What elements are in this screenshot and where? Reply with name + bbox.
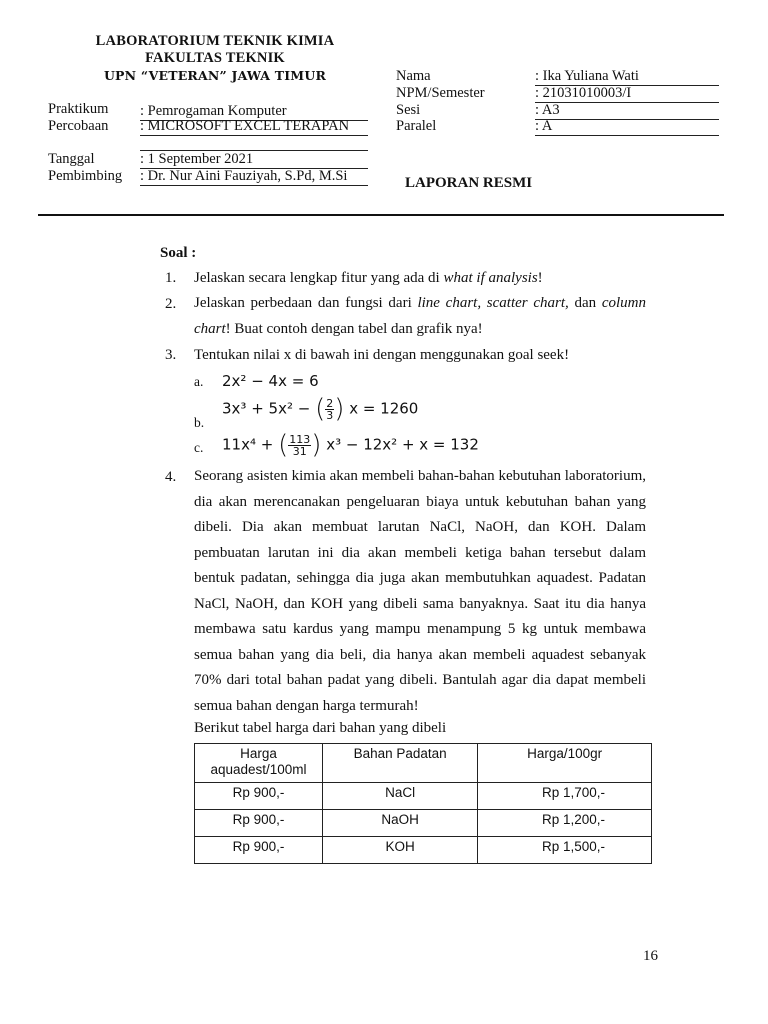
question-2-italic-column: column chart: [194, 295, 646, 337]
question-4-text: Seorang asisten kimia akan membeli bahan-bahan kebutuhan laboratorium, dia akan merencanakan pengeluaran biaya untuk kebutuhan bahan yang dibeli. Dia akan membuat larutan NaCl, NaOH, dan KOH. Dalam pembuatan larutan ini dia akan membeli ketiga bahan tersebut dalam bentuk padatan, sehingga dia juga akan membutuhkan aquadest. Padatan NaCl, NaOH, dan KOH yang dibeli sama banyaknya. Saat itu dia hanya membawa satu kardus yang mampu menampung 5 kg untuk membawa semua bahan yang dia beli, dia hanya akan membeli aquadest sebanyak 70% dari total bahan padat yang dibeli. Bantulah agar dia dapat membeli semua bahan dengan harga termurah!: [194, 468, 646, 714]
equation-c-close-paren: ): [311, 430, 322, 460]
header-divider: [38, 214, 724, 216]
page-number: 16: [643, 948, 658, 964]
paralel-label: Paralel: [396, 118, 437, 134]
table-cell: Rp 900,-: [195, 837, 323, 864]
question-2-text-a: Jelaskan perbedaan dan fungsi dari: [194, 295, 418, 311]
institution-name: LABORATORIUM TEKNIK KIMIA: [95, 33, 335, 49]
tanggal-value: : 1 September 2021: [140, 150, 368, 169]
praktikum-label: Praktikum: [48, 101, 109, 117]
question-2: [194, 291, 646, 342]
equation-a: 2x² − 4x = 6: [222, 372, 319, 390]
tanggal-label: Tanggal: [48, 151, 95, 167]
question-2-text-c: dan: [568, 295, 602, 311]
equation-b-right: x = 1260: [349, 399, 419, 418]
equation-b-fraction: [325, 398, 334, 421]
table-row: [195, 783, 652, 810]
table-cell: Rp 900,-: [195, 783, 323, 810]
table-header-aquadest: Harga aquadest/100ml: [195, 744, 323, 783]
praktikum-value: : Pemrogaman Komputer: [140, 103, 368, 121]
soal-heading: Soal :: [160, 245, 197, 261]
table-cell: KOH: [322, 837, 477, 864]
paralel-value: : A: [535, 118, 719, 136]
equation-b-denominator: 3: [326, 408, 334, 422]
nama-value: : Ika Yuliana Wati: [535, 68, 719, 86]
equation-b-close-paren: ): [334, 394, 345, 424]
question-1: [194, 270, 543, 287]
table-cell: Rp 1,700,-: [478, 783, 652, 810]
table-cell: Rp 1,200,-: [478, 810, 652, 837]
equation-b-numerator: 2: [326, 396, 334, 410]
npm-value: : 21031010003/I: [535, 85, 719, 103]
question-4-number: 4.: [165, 469, 177, 485]
equation-c-fraction: [288, 434, 311, 457]
question-2-text-e: ! Buat contoh dengan tabel dan grafik nya!: [225, 320, 483, 337]
equation-c-denominator: 31: [292, 444, 307, 458]
pembimbing-label: Pembimbing: [48, 168, 123, 184]
equation-c-left: 11x⁴ +: [222, 435, 274, 454]
question-3a-label: a.: [194, 374, 204, 389]
table-intro: Berikut tabel harga dari bahan yang dibeli: [194, 720, 447, 736]
table-header-row: [195, 744, 652, 783]
question-2-italic-charts: line chart, scatter chart,: [417, 295, 569, 311]
nama-label: Nama: [396, 68, 431, 84]
university-name: UPN “VETERAN” JAWA TIMUR: [103, 68, 327, 83]
table-cell: Rp 900,-: [195, 810, 323, 837]
table-row: [195, 810, 652, 837]
report-title: LAPORAN RESMI: [405, 175, 533, 191]
equation-c-right: x³ − 12x² + x = 132: [326, 435, 479, 454]
equation-c-open-paren: (: [278, 430, 289, 460]
table-cell: NaOH: [322, 810, 477, 837]
table-cell: Rp 1,500,-: [478, 837, 652, 864]
table-header-bahan: Bahan Padatan: [322, 744, 477, 783]
equation-c-numerator: 113: [289, 432, 311, 446]
question-1-number: 1.: [165, 270, 177, 286]
question-1-end: !: [537, 270, 543, 286]
percobaan-label: Percobaan: [48, 118, 109, 134]
percobaan-value: : MICROSOFT EXCEL TERAPAN: [140, 118, 368, 136]
price-table: [194, 743, 652, 864]
question-1-text: Jelaskan secara lengkap fitur yang ada di: [194, 270, 444, 286]
sesi-value: : A3: [535, 102, 719, 120]
question-3-text: Tentukan nilai x di bawah ini dengan menggunakan goal seek!: [194, 347, 570, 363]
question-1-italic: what if analysis: [443, 270, 538, 286]
question-2-number: 2.: [165, 296, 177, 312]
table-header-harga: Harga/100gr: [478, 744, 652, 783]
question-3b-label: b.: [194, 415, 205, 430]
equation-c: [222, 430, 479, 460]
equation-b-open-paren: (: [315, 394, 326, 424]
table-cell: NaCl: [322, 783, 477, 810]
equation-b-left: 3x³ + 5x² −: [222, 399, 311, 418]
sesi-label: Sesi: [396, 102, 421, 118]
question-3-number: 3.: [165, 347, 177, 363]
faculty-name: FAKULTAS TEKNIK: [145, 50, 285, 66]
npm-label: NPM/Semester: [396, 85, 485, 101]
pembimbing-value: : Dr. Nur Aini Fauziyah, S.Pd, M.Si: [140, 168, 368, 186]
equation-b: [222, 394, 418, 424]
table-row: [195, 837, 652, 864]
question-3c-label: c.: [194, 440, 204, 455]
